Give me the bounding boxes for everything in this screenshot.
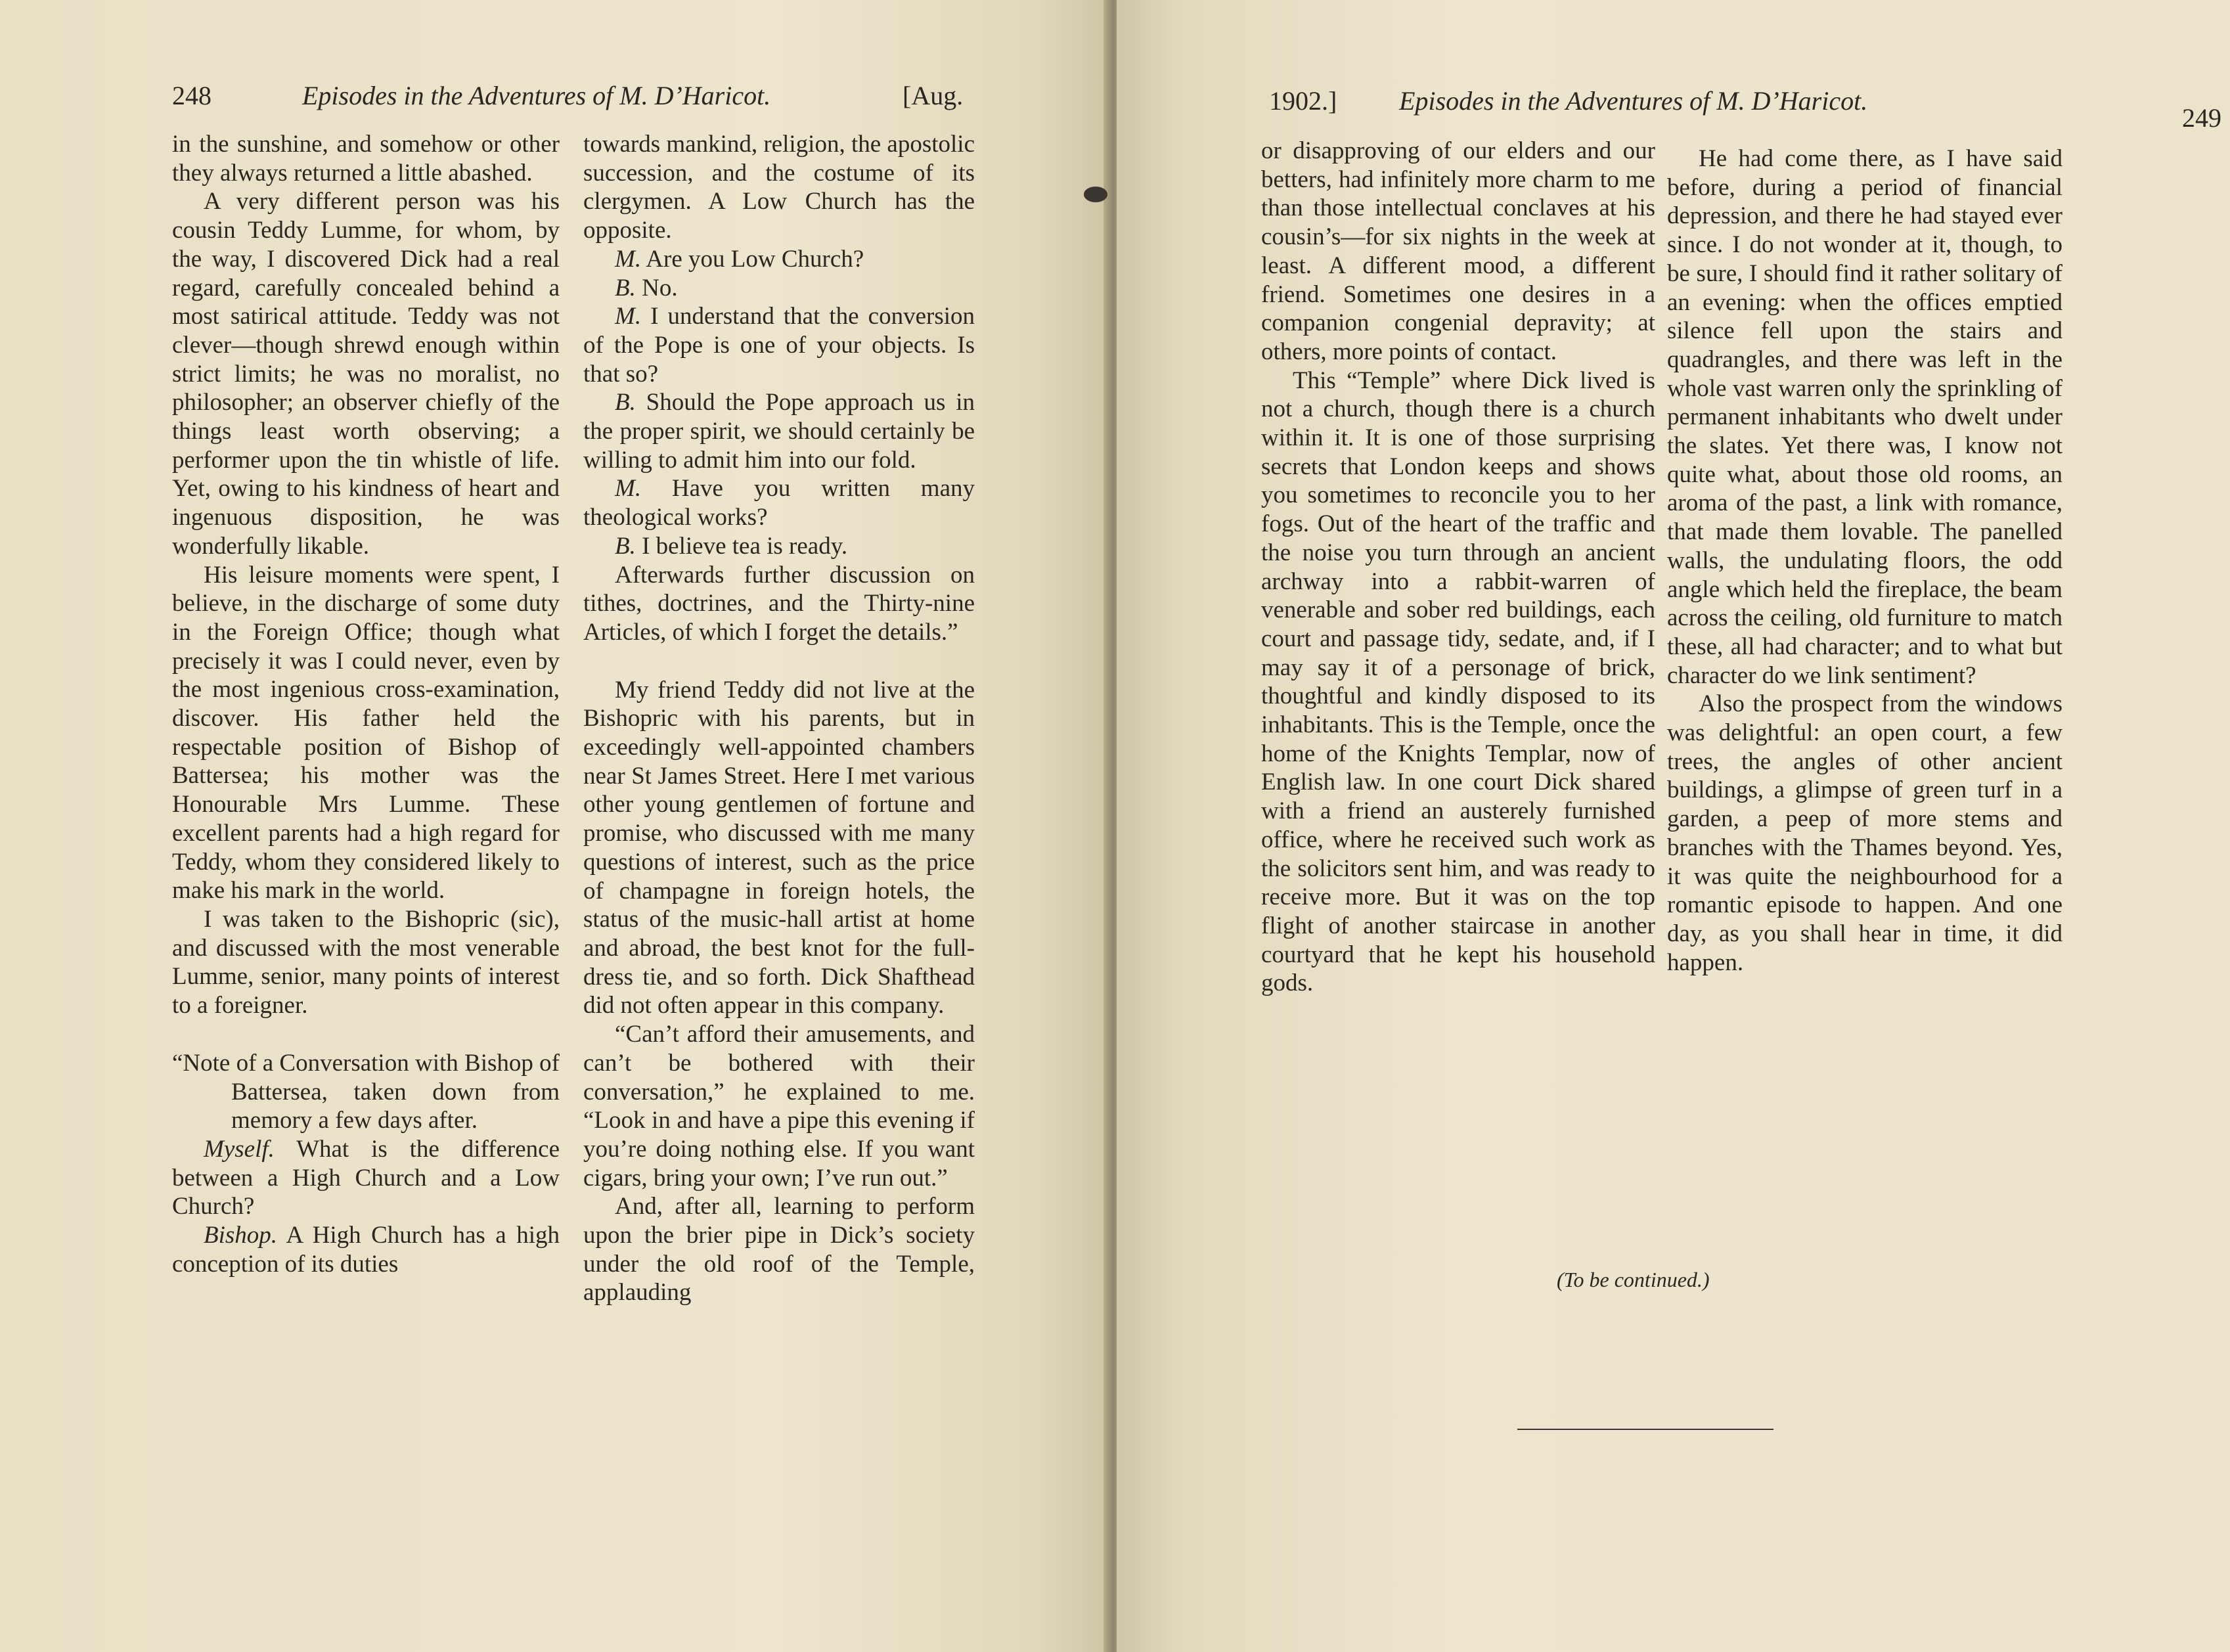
dialogue-line (583, 388, 975, 474)
right-page (1117, 0, 2230, 1652)
left-column-1 (172, 130, 560, 1278)
to-be-continued: (To be continued.) (1557, 1268, 1710, 1291)
paragraph: And, after all, learning to perform upon the brier pipe in Dick’s society under the old roof of the Temple, applauding (583, 1193, 975, 1306)
dialogue-line (172, 1135, 560, 1221)
dialogue-text: Should the Pope approach us in the proper spirit, we should certainly be willing to admit him into our fold. (583, 389, 975, 474)
speaker-label: M. (615, 475, 642, 502)
paragraph: or disapproving of our elders and our betters, had infinitely more charm to me than those intellectual conclaves at his cousin’s—for six nights in the week at least. A different mood, a different friend. Sometimes one desires in a companion congenial depravity; at others, more points of contact. (1261, 137, 1655, 365)
left-running-title: Episodes in the Adventures of M. D’Haricot. (302, 81, 771, 110)
speaker-label: Myself. (204, 1135, 275, 1163)
paragraph: My friend Teddy did not live at the Bishopric with his parents, but in exceedingly well-appointed chambers near St James Street. Here I met various other young gentlemen of fortune and promise, who discussed with me many questions of interest, such as the price of champagne in foreign hotels, the status of the music-hall artist at home and abroad, the best knot for the full-dress tie, and so forth. Dick Shafthead did not often appear in this company. (583, 676, 975, 1019)
right-running-head (1269, 85, 2221, 133)
paragraph: He had come there, as I have said before, during a period of financial depression, and there he had stayed ever since. I do not wonder at it, though, to be sure, I should find it rather solitary of an evening: when the offices emptied silence fell upon the stairs and quadrangles, and there was left in the whole vast warren only the sprinkling of permanent inhabitants who dwelt under the slates. Yet there was, I know not quite what, about those old rooms, an aroma of the past, a link with romance, that made them lovable. The panelled walls, the undulating floors, the odd angle which held the fireplace, the beam across the ceiling, old furniture to match these, all had character; and to what but character do we link sentiment? (1667, 145, 2063, 689)
dialogue-text: A High Church has a high conception of its duties (172, 1222, 560, 1278)
left-page-number: 248 (172, 81, 212, 110)
paragraph: Also the prospect from the windows was delightful: an open court, a few trees, the angles of other ancient buildings, a glimpse of green turf in a garden, a peep of more stems and branches with the Thames beyond. Yes, it was quite the neighbourhood for a romantic episode to happen. And one day, as you shall hear in time, it did happen. (1667, 690, 2063, 976)
paragraph: A very different person was his cousin Teddy Lumme, for whom, by the way, I discovered Dick had a real regard, carefully concealed behind a most satirical attitude. Teddy was not clever—though shrewd enough within strict limits; he was no moralist, no philosopher; an observer chiefly of the things least worth observing; a performer upon the tin whistle of life. Yet, owing to his kindness of heart and ingenuous disposition, he was wonderfully likable. (172, 188, 560, 560)
paragraph: I was taken to the Bishopric (sic), and discussed with the most venerable Lumme, senior, many points of interest to a foreigner. (172, 905, 560, 1019)
dialogue-text: Are you Low Church? (641, 245, 864, 273)
dialogue-line (583, 474, 975, 531)
dialogue-line (583, 274, 975, 303)
speaker-label: B. (615, 389, 636, 416)
right-column-2 (1667, 145, 2063, 977)
paragraph: Afterwards further discussion on tithes, doctrines, and the Thirty-nine Articles, of which I forget the details.” (583, 561, 975, 646)
paragraph: in the sunshine, and somehow or other they always returned a little abashed. (172, 131, 560, 187)
right-page-number: 249 (2182, 103, 2221, 133)
left-column-2 (583, 130, 975, 1307)
dialogue-line (583, 532, 975, 561)
left-issue-date: [Aug. (903, 81, 964, 110)
right-column-1 (1261, 137, 1655, 998)
paragraph: towards mankind, religion, the apostolic succession, and the costume of its clergymen. A Low Church has the opposite. (583, 131, 975, 244)
paragraph: “Can’t afford their amusements, and can’t be bothered with their conversation,” he explained to me. “Look in and have a pipe this evening if you’re doing nothing else. If you want cigars, bring your own; I’ve run out.” (583, 1021, 975, 1192)
speaker-label: M. (615, 303, 642, 330)
section-rule (1517, 1429, 1773, 1430)
speaker-label: B. (615, 274, 636, 301)
speaker-label: M. (615, 245, 642, 273)
paragraph: His leisure moments were spent, I believe, in the discharge of some duty in the Foreign Office; though what precisely it was I could never, even by the most ingenious cross-examination, discover. His father held the respectable position of Bishop of Battersea; his mother was the Honourable Mrs Lumme. These excellent parents had a high regard for Teddy, whom they considered likely to make his mark in the world. (172, 561, 560, 904)
dialogue-text: No. (635, 274, 678, 301)
binding-mark (1084, 187, 1107, 202)
dialogue-text: What is the difference between a High Church and a Low Church? (172, 1135, 560, 1220)
dialogue-text: Have you written many theological works? (583, 475, 975, 531)
dialogue-text: I understand that the conversion of the Pope is one of your objects. Is that so? (583, 303, 975, 388)
right-running-title: Episodes in the Adventures of M. D’Haricot. (1399, 86, 1868, 116)
right-issue-date: 1902.] (1269, 86, 1337, 116)
dialogue-line (172, 1221, 560, 1278)
left-page (0, 0, 1109, 1652)
note-heading: “Note of a Conversation with Bishop of Battersea, taken down from memory a few days after. (172, 1049, 560, 1134)
speaker-label: B. (615, 532, 636, 560)
dialogue-text: I believe tea is ready. (635, 532, 848, 560)
dialogue-line (583, 302, 975, 388)
speaker-label: Bishop. (204, 1222, 278, 1249)
dialogue-line (583, 245, 975, 274)
left-running-head (172, 80, 980, 120)
paragraph: This “Temple” where Dick lived is not a church, though there is a church within it. It is one of those surprising secrets that London keeps and shows you sometimes to reconcile you to her fogs. Out of the heart of the traffic and the noise you turn through an ancient archway into a rabbit-warren of venerable and sober red buildings, each court and passage tidy, sedate, and, if I may say it of a personage of brick, thoughtful and kindly disposed to its inhabitants. This is the Temple, once the home of the Knights Templar, now of English law. In one court Dick shared with a friend an austerely furnished office, where he received such work as the solicitors sent him, and was ready to receive more. But it was on the top flight of another staircase in another courtyard that he kept his household gods. (1261, 367, 1655, 997)
